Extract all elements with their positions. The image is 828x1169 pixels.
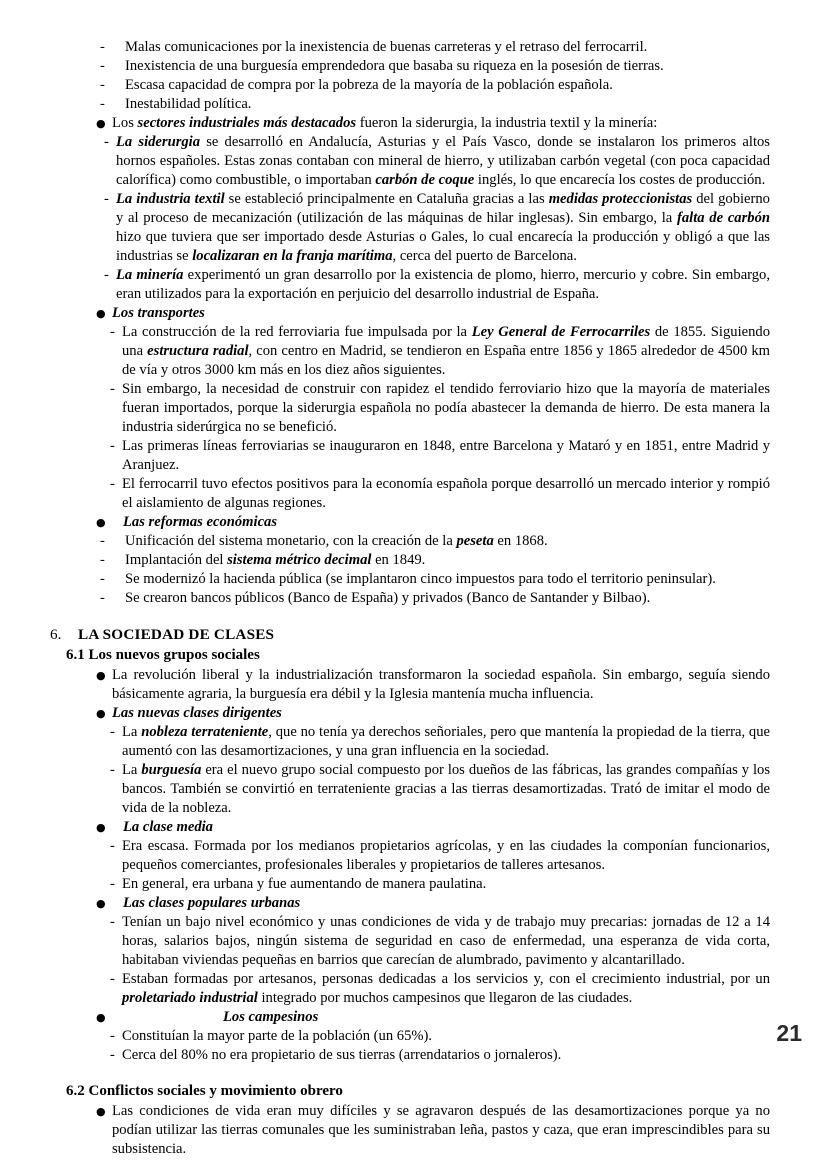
list-item [110, 970, 828, 1008]
emphasis-run: La siderurgia [116, 134, 201, 150]
dash-marker: - [110, 381, 115, 397]
emphasis-run: burguesía [141, 762, 202, 778]
text-run: Los [112, 115, 138, 131]
text-run: en 1849. [371, 552, 426, 568]
dash-marker: - [104, 267, 109, 283]
list-item-text: La revolución liberal y la industrialización transformaron la sociedad española. Sin embargo, seguía siendo básicamente agraria, la burguesía era débil y la Iglesia mantenía mucha influencia. [112, 667, 770, 702]
text-run: hizo que tuviera que ser importado desde Asturias o Gales, lo cual encarecía la producción y obligó a que las industrias se [116, 229, 770, 264]
list-item-text: Las primeras líneas ferroviarias se inauguraron en 1848, entre Barcelona y Mataró y en 1851, entre Madrid y Aranjuez. [122, 438, 770, 473]
emphasis-run: La industria textil [116, 191, 225, 207]
dash-marker: - [100, 571, 105, 587]
emphasis-run: La minería [116, 267, 184, 283]
text-run: La [122, 762, 142, 778]
list-item [110, 1046, 828, 1065]
emphasis-run: estructura radial [147, 343, 249, 359]
dash-marker: - [110, 724, 115, 740]
list-item [96, 1102, 828, 1159]
list-item [110, 837, 828, 875]
dash-marker: - [100, 552, 105, 568]
text-run: en 1868. [493, 533, 548, 549]
dash-marker: - [110, 324, 115, 340]
text-run: se desarrolló en Andalucía, Asturias y el País Vasco, donde se instalaron los primeros altos hornos españoles. Estas zonas contaban con mineral de hierro, y utilizaban carbón vegetal (con poca capacidad calorífica) como combustible, o importaban [116, 134, 770, 188]
text-run: La construcción de la red ferroviaria fue impulsada por la [122, 324, 472, 340]
subsection-heading [96, 704, 828, 723]
subsection-heading [96, 304, 828, 323]
subsection-heading-text: Las reformas económicas [123, 514, 278, 530]
section-heading [50, 624, 828, 645]
dash-marker: - [110, 476, 115, 492]
list-item-text: Era escasa. Formada por los medianos propietarios agrícolas, y en las ciudades la componían funcionarios, pequeños comerciantes, profesionales liberales y propietarios de talleres artesanos. [122, 838, 770, 873]
dash-marker: - [110, 438, 115, 454]
list-item [100, 570, 828, 589]
subsection-heading-61: 6.1 Los nuevos grupos sociales [66, 647, 260, 663]
list-item-text [112, 114, 770, 133]
dash-marker: - [110, 876, 115, 892]
emphasis-run: nobleza terrateniente [141, 724, 269, 740]
list-item-text: Las condiciones de vida eran muy difíciles y se agravaron después de las desamortizaciones porque ya no podían utilizar las tierras comunales que les suministraban leña, pastos y caza, que eran imprescindibles para su subsistencia. [112, 1103, 770, 1157]
list-item-text: Inestabilidad política. [125, 96, 252, 112]
list-item-text: Sin embargo, la necesidad de construir con rapidez el tendido ferroviario hizo que la mayoría de materiales fueran importados, porque la siderurgia española no podía abastecer la demanda de hierro. De esta manera la industria siderúrgica no se benefició. [122, 381, 770, 435]
list-item [100, 551, 828, 570]
emphasis-run: medidas proteccionistas [548, 191, 693, 207]
dash-marker: - [100, 58, 105, 74]
text-run: experimentó un gran desarrollo por la existencia de plomo, hierro, mercurio y cobre. Sin embargo, eran utilizados para la exportación en perjuicio del desarrollo industrial de España. [116, 267, 771, 302]
subsection-heading-text: Los transportes [112, 305, 205, 321]
list-item [110, 875, 828, 894]
list-item-text: Cerca del 80% no era propietario de sus tierras (arrendatarios o jornaleros). [122, 1047, 562, 1063]
text-run: de 1855. Siguiendo una [122, 324, 770, 359]
campesinos-label: Los campesinos [223, 1009, 319, 1025]
text-run: era el nuevo grupo social compuesto por los dueños de las fábricas, las grandes compañías y los bancos. También se convirtió en terrateniente gracias a las tierras desamortizadas. Trató de imitar el modo de vida de la nobleza. [122, 762, 771, 816]
list-item [104, 133, 828, 190]
list-item-text [122, 970, 770, 1008]
list-item-text: Escasa capacidad de compra por la pobreza de la mayoría de la población española. [125, 77, 613, 93]
subsection-heading [96, 818, 828, 837]
list-item [110, 380, 828, 437]
subsection-heading-62: 6.2 Conflictos sociales y movimiento obrero [66, 1083, 343, 1099]
dash-marker: - [100, 533, 105, 549]
list-item [110, 913, 828, 970]
list-item [110, 437, 828, 475]
list-item [110, 1027, 828, 1046]
emphasis-run: Ley General de Ferrocarriles [471, 324, 651, 340]
list-item [110, 475, 828, 513]
text-run: inglés, lo que encarecía los costes de producción. [474, 172, 766, 188]
section-title: LA SOCIEDAD DE CLASES [78, 626, 275, 643]
list-item [100, 57, 828, 76]
list-item [110, 723, 828, 761]
dash-marker: - [110, 762, 115, 778]
list-item [110, 761, 828, 818]
dash-marker: - [100, 96, 105, 112]
subsection-heading [96, 513, 828, 532]
emphasis-run: peseta [456, 533, 494, 549]
list-item [100, 532, 828, 551]
list-item-text: Se crearon bancos públicos (Banco de España) y privados (Banco de Santander y Bilbao). [125, 590, 651, 606]
list-item-text: Constituían la mayor parte de la población (un 65%). [122, 1028, 433, 1044]
text-run: , con centro en Madrid, se tendieron en España entre 1856 y 1865 alrededor de 4500 km de vía y otros 3000 km más en los diez años siguientes. [122, 343, 770, 378]
text-run: del gobierno y al proceso de mecanización (utilización de las máquinas de hilar inglesas). Sin embargo, la [116, 191, 770, 226]
bullet-marker: ● [96, 669, 106, 682]
emphasis-run: falta de carbón [677, 210, 770, 226]
list-item [104, 190, 828, 266]
text-run: Implantación del [125, 552, 228, 568]
list-item-text: Malas comunicaciones por la inexistencia de buenas carreteras y el retraso del ferrocarril. [125, 39, 648, 55]
dash-marker: - [100, 39, 105, 55]
text-run: Estaban formadas por artesanos, personas dedicadas a los servicios y, con el crecimiento industrial, por un [122, 971, 770, 987]
emphasis-run: localizaran en la franja marítima [192, 248, 393, 264]
dash-marker: - [100, 77, 105, 93]
subsection-heading-text [123, 1008, 770, 1027]
subsection-heading-text: Las nuevas clases dirigentes [112, 705, 282, 721]
list-item-text [125, 551, 770, 570]
list-item-text: Inexistencia de una burguesía emprendedora que basaba su riqueza en la posesión de tierras. [125, 58, 664, 74]
dash-marker: - [104, 191, 109, 207]
bullet-marker: ● [96, 897, 106, 910]
list-item-text: Se modernizó la hacienda pública (se implantaron cinco impuestos para todo el territorio peninsular). [125, 571, 716, 587]
dash-marker: - [110, 914, 115, 930]
dash-marker: - [110, 1047, 115, 1063]
text-run: , cerca del puerto de Barcelona. [392, 248, 577, 264]
list-item-text [122, 761, 770, 818]
bullet-marker: ● [96, 307, 106, 320]
list-item [100, 589, 828, 608]
bullet-marker: ● [96, 707, 106, 720]
list-item-text [116, 190, 770, 266]
subsection-heading [96, 1008, 828, 1027]
dash-marker: - [110, 838, 115, 854]
subsection-heading [96, 894, 828, 913]
list-item-text [122, 723, 770, 761]
list-item-text: El ferrocarril tuvo efectos positivos para la economía española porque desarrolló un mercado interior y rompió el aislamiento de algunas regiones. [122, 476, 770, 511]
text-run: , que no tenía ya derechos señoriales, pero que mantenía la propiedad de la tierra, que aumentó con las desamortizaciones, y una gran influencia en la sociedad. [122, 724, 770, 759]
list-item [110, 323, 828, 380]
list-item-text [125, 532, 770, 551]
text-run: integrado por muchos campesinos que llegaron de las ciudades. [257, 990, 633, 1006]
text-run: se estableció principalmente en Cataluña gracias a las [224, 191, 549, 207]
text-run: La [122, 724, 142, 740]
subsection-heading-text: La clase media [123, 819, 213, 835]
dash-marker: - [110, 1028, 115, 1044]
emphasis-run: proletariado industrial [122, 990, 258, 1006]
list-item [96, 114, 828, 133]
emphasis-run: sistema métrico decimal [227, 552, 372, 568]
emphasis-run: sectores industriales más destacados [137, 115, 357, 131]
list-item [104, 266, 828, 304]
list-item-text [122, 323, 770, 380]
bullet-marker: ● [96, 117, 106, 130]
list-item-text [116, 133, 770, 190]
list-item-text [116, 266, 770, 304]
list-item [100, 76, 828, 95]
list-item-text: Tenían un bajo nivel económico y unas condiciones de vida y de trabajo muy precarias: jornadas de 12 a 14 horas, salarios bajos, ningún sistema de seguridad en caso de enfermedad, una esperanza de vida corta, habitaban viviendas pequeñas en barrios que carecían de alumbrado, pavimento y alcantarillado. [122, 914, 770, 968]
list-item [100, 95, 828, 114]
dash-marker: - [110, 971, 115, 987]
subsection-heading-text: Las clases populares urbanas [123, 895, 301, 911]
list-item-text: En general, era urbana y fue aumentando de manera paulatina. [122, 876, 487, 892]
bullet-marker: ● [96, 1011, 106, 1024]
bullet-marker: ● [96, 821, 106, 834]
bullet-marker: ● [96, 1105, 106, 1118]
dash-marker: - [104, 134, 109, 150]
list-item [96, 666, 828, 704]
dash-marker: - [100, 590, 105, 606]
emphasis-run: carbón de coque [375, 172, 475, 188]
text-run: Unificación del sistema monetario, con la creación de la [125, 533, 457, 549]
bullet-marker: ● [96, 516, 106, 529]
page-number: 21 [776, 1020, 802, 1046]
text-run: fueron la siderurgia, la industria textil y la minería: [356, 115, 658, 131]
section-number: 6. [50, 626, 62, 643]
list-item [100, 38, 828, 57]
